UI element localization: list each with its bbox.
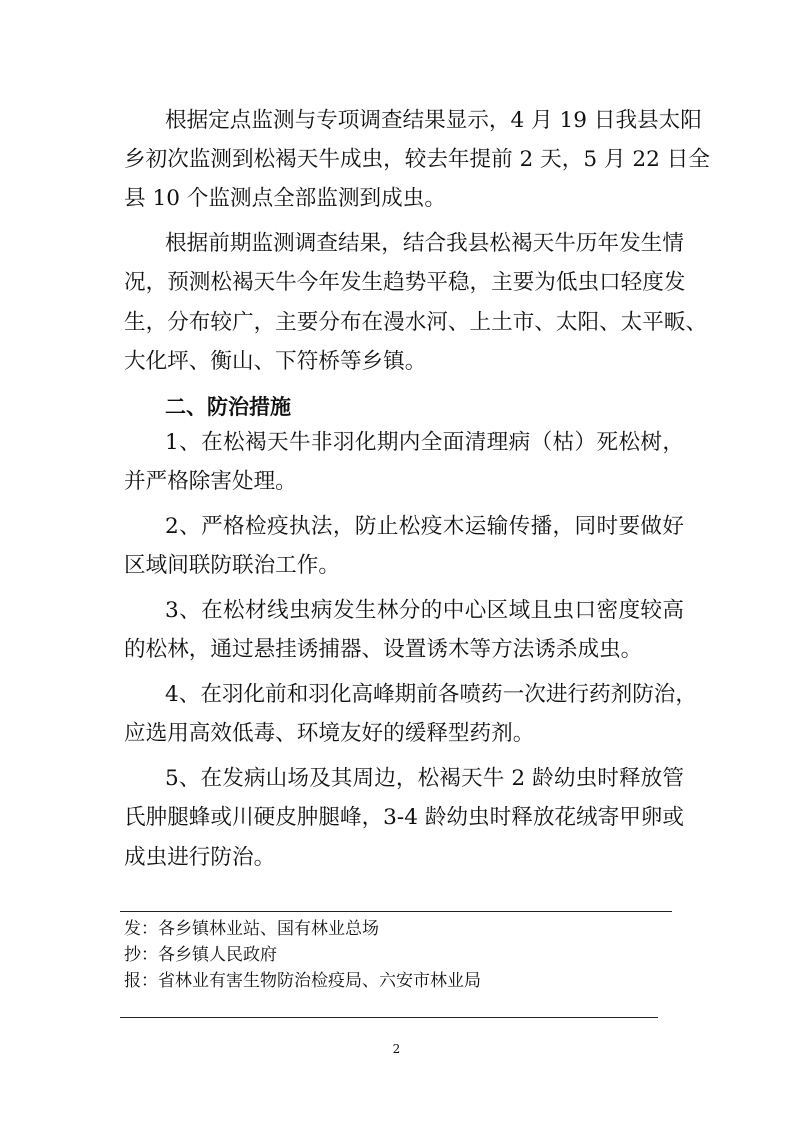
- paragraph-2-line-4: 大化坪、衡山、下符桥等乡镇。: [124, 349, 427, 374]
- paragraph-2-line-1: 根据前期监测调查结果，结合我县松褐天牛历年发生情: [165, 231, 684, 256]
- measure-3-line-1: 3、在松材线虫病发生林分的中心区域且虫口密度较高: [165, 598, 684, 623]
- distribution-copy: 抄：各乡镇人民政府: [124, 945, 277, 965]
- measure-5-line-1: 5、在发病山场及其周边，松褐天牛 2 龄幼虫时释放管: [165, 766, 684, 791]
- measure-1-line-2: 并严格除害处理。: [124, 469, 297, 494]
- distribution-bottom-rule: [120, 1017, 658, 1018]
- page-number: 2: [392, 1042, 401, 1056]
- distribution-top-rule: [120, 911, 672, 912]
- measure-2-line-1: 2、严格检疫执法，防止松疫木运输传播，同时要做好: [165, 514, 684, 539]
- distribution-send: 发：各乡镇林业站、国有林业总场: [124, 919, 379, 939]
- distribution-report: 报：省林业有害生物防治检疫局、六安市林业局: [124, 971, 481, 991]
- measure-2-line-2: 区域间联防联治工作。: [124, 553, 340, 578]
- measure-5-line-3: 成虫进行防治。: [124, 845, 276, 870]
- measure-4-line-2: 应选用高效低毒、环境友好的缓释型药剂。: [124, 721, 535, 746]
- measure-4-line-1: 4、在羽化前和羽化高峰期前各喷药一次进行药剂防治，: [165, 682, 697, 707]
- measure-1-line-1: 1、在松褐天牛非羽化期内全面清理病（枯）死松树，: [165, 430, 684, 455]
- paragraph-1-line-2: 乡初次监测到松褐天牛成虫，较去年提前 2 天，5 月 22 日全: [124, 147, 710, 172]
- measure-3-line-2: 的松林，通过悬挂诱捕器、设置诱木等方法诱杀成虫。: [124, 637, 643, 662]
- paragraph-1-line-3: 县 10 个监测点全部监测到成虫。: [124, 186, 446, 211]
- measure-5-line-2: 氏肿腿蜂或川硬皮肿腿峰，3-4 龄幼虫时释放花绒寄甲卵或: [124, 805, 684, 830]
- paragraph-2-line-2: 况，预测松褐天牛今年发生趋势平稳，主要为低虫口轻度发: [124, 270, 686, 295]
- section-heading: 二、防治措施: [165, 395, 291, 419]
- paragraph-2-line-3: 生，分布较广，主要分布在漫水河、上土市、太阳、太平畈、: [124, 310, 708, 335]
- paragraph-1-line-1: 根据定点监测与专项调查结果显示，4 月 19 日我县太阳: [165, 108, 702, 133]
